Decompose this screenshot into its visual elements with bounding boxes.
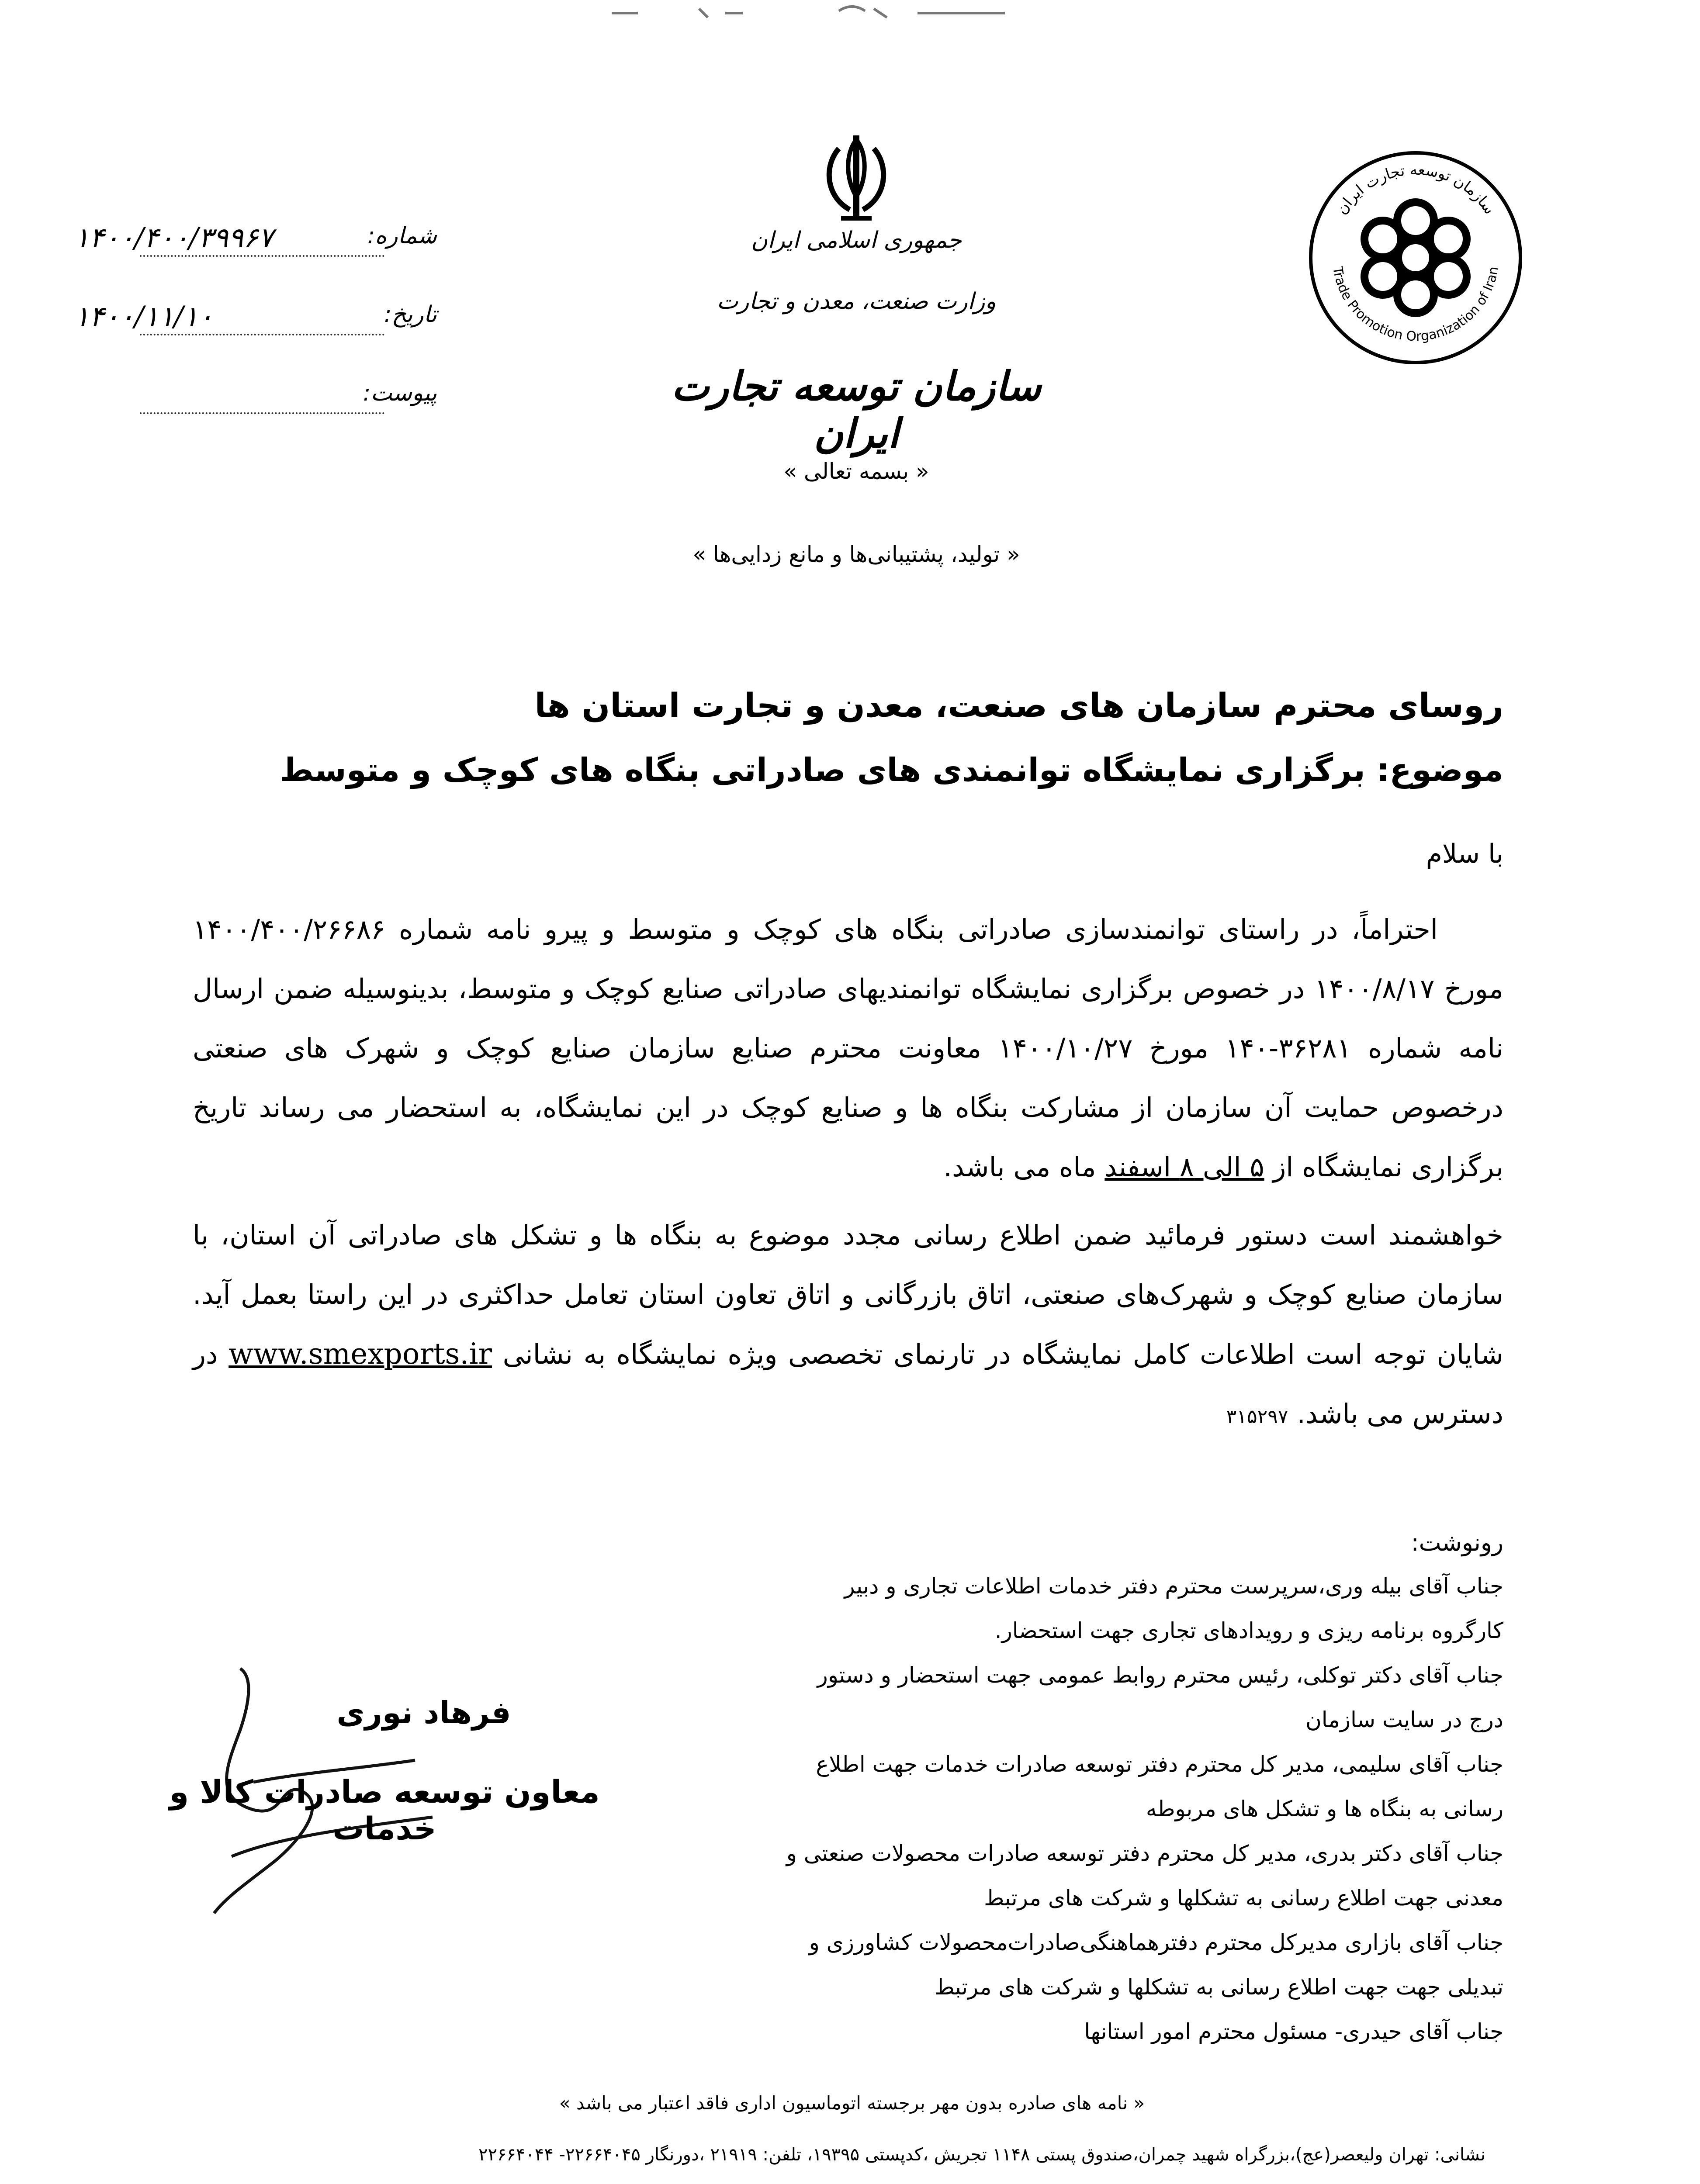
republic-title: جمهوری اسلامی ایران xyxy=(751,227,962,253)
letter-attachment xyxy=(66,376,437,424)
cc-item: جناب آقای بازاری مدیرکل محترم دفترهماهنگی‌صادرات‌محصولات کشاورزی و تبدیلی جهت جهت اطلاع رسانی به تشکلها و شرکت های مرتبط xyxy=(809,1930,1503,2000)
letter-number-value: ۱۴۰۰/۴۰۰/۳۹۹۶۷ xyxy=(74,222,274,254)
letter-date xyxy=(66,297,437,345)
letter-attachment-label: پیوست: xyxy=(363,380,437,406)
slogan: « تولید، پشتیبانی‌ها و مانع زدایی‌ها » xyxy=(692,542,1020,567)
subject: موضوع: برگزاری نمایشگاه توانمندی های صادراتی بنگاه های کوچک و متوسط xyxy=(280,751,1503,789)
footer-address: نشانی: تهران ولیعصر(عج)،بزرگراه شهید چمران،صندوق پستی ۱۱۴۸ تجریش ،کدپستی ۱۹۳۹۵، تلفن: ۲۱۹۱۹ ،دورنگار ۲۲۶۶۴۰۴۵- ۲۲۶۶۴۰۴۴ xyxy=(478,2145,1485,2165)
cc-item: جناب آقای بیله وری،سرپرست محترم دفتر خدمات اطلاعات تجاری و دبیر کارگروه برنامه ریزی و رویدادهای تجاری جهت استحضار. xyxy=(844,1573,1503,1643)
paragraph2-end: در دسترس می باشد. xyxy=(193,1338,1503,1430)
paragraph2-text: خواهشمند است دستور فرمائید ضمن اطلاع رسانی مجدد موضوع به بنگاه ها و تشکل های صادراتی آن استان، با سازمان صنایع کوچک و شهرک‌های صنعتی، اتاق بازرگانی و اتاق تعاون استان تعامل حداکثری در این راستا بعمل آید. شایان توجه است اطلاعات کامل نمایشگاه در تارنمای تخصصی ویژه نمایشگاه به نشانی xyxy=(193,1219,1504,1370)
seal-text-en: Trade Promotion Organization of Iran xyxy=(1330,265,1502,345)
salutation: با سلام xyxy=(1426,839,1503,869)
reference-number: ۳۱۵۲۹۷ xyxy=(1226,1406,1288,1428)
letter-number xyxy=(66,218,437,266)
letter-number-label: شماره: xyxy=(367,223,437,249)
cc-list xyxy=(782,1564,1503,2054)
cc-title: رونوشت: xyxy=(1411,1529,1503,1556)
paragraph1-text: احتراماً، در راستای توانمندسازی صادراتی بنگاه های کوچک و متوسط و پیرو نامه شماره ۱۴۰۰/۴۰۰/۲۶۶۸۶ مورخ ۱۴۰۰/۸/۱۷ در خصوص برگزاری نمایشگاه توانمندیهای صادراتی صنایع کوچک و متوسط، بدینوسیله ضمن ارسال نامه شماره ۳۶۲۸۱-۱۴۰ مورخ ۱۴۰۰/۱۰/۲۷ معاونت محترم صنایع سازمان صنایع کوچک و شهرک های صنعتی درخصوص حمایت آن سازمان از مشارکت بنگاه ها و صنایع کوچک در این نمایشگاه، به استحضار می رساند تاریخ برگزاری نمایشگاه از xyxy=(193,913,1504,1183)
organization-title: سازمان توسعه تجارت ایران xyxy=(671,363,1042,457)
signatory-name: فرهاد نوری xyxy=(336,1695,511,1731)
seal-text-fa: سازمان توسعه تجارت ایران xyxy=(1333,161,1499,218)
ministry-title: وزارت صنعت، معدن و تجارت xyxy=(717,288,996,314)
dotted-line xyxy=(140,412,384,414)
dotted-line xyxy=(140,255,384,257)
iran-emblem-icon xyxy=(815,131,898,227)
body-paragraph-2 xyxy=(193,1206,1503,1447)
exhibition-dates: ۵ الی ۸ اسفند xyxy=(1104,1151,1264,1183)
dotted-line xyxy=(140,334,384,335)
scan-artifact xyxy=(612,0,1070,26)
paragraph1-end: ماه می باشد. xyxy=(943,1151,1096,1183)
cc-item: جناب آقای سلیمی، مدیر کل محترم دفتر توسعه صادرات خدمات جهت اطلاع رسانی به بنگاه ها و تشکل های مربوطه xyxy=(816,1752,1503,1821)
recipient: روسای محترم سازمان های صنعت، معدن و تجارت استان ها xyxy=(534,686,1503,725)
cc-item: جناب آقای دکتر بدری، مدیر کل محترم دفتر توسعه صادرات محصولات صنعتی و معدنی جهت اطلاع رسانی به تشکلها و شرکت های مرتبط xyxy=(786,1841,1503,1911)
cc-item: جناب آقای حیدری- مسئول محترم امور استانها xyxy=(1084,2019,1503,2044)
letter-date-label: تاریخ: xyxy=(384,301,437,328)
letter-date-value: ۱۴۰۰/۱۱/۱۰ xyxy=(74,301,214,333)
bismillah: « بسمه تعالی » xyxy=(783,459,929,484)
tpo-logo-icon xyxy=(1306,149,1525,367)
footer-note: « نامه های صادره بدون مهر برجسته اتوماسیون اداری فاقد اعتبار می باشد » xyxy=(559,2092,1145,2114)
body-paragraph-1 xyxy=(193,900,1503,1197)
signatory-title: معاون توسعه صادرات کالا و خدمات xyxy=(169,1773,600,1847)
smexports-link[interactable]: www.smexports.ir xyxy=(229,1337,492,1371)
cc-item: جناب آقای دکتر توکلی، رئیس محترم روابط عمومی جهت استحضار و دستور درج در سایت سازمان xyxy=(817,1662,1503,1732)
